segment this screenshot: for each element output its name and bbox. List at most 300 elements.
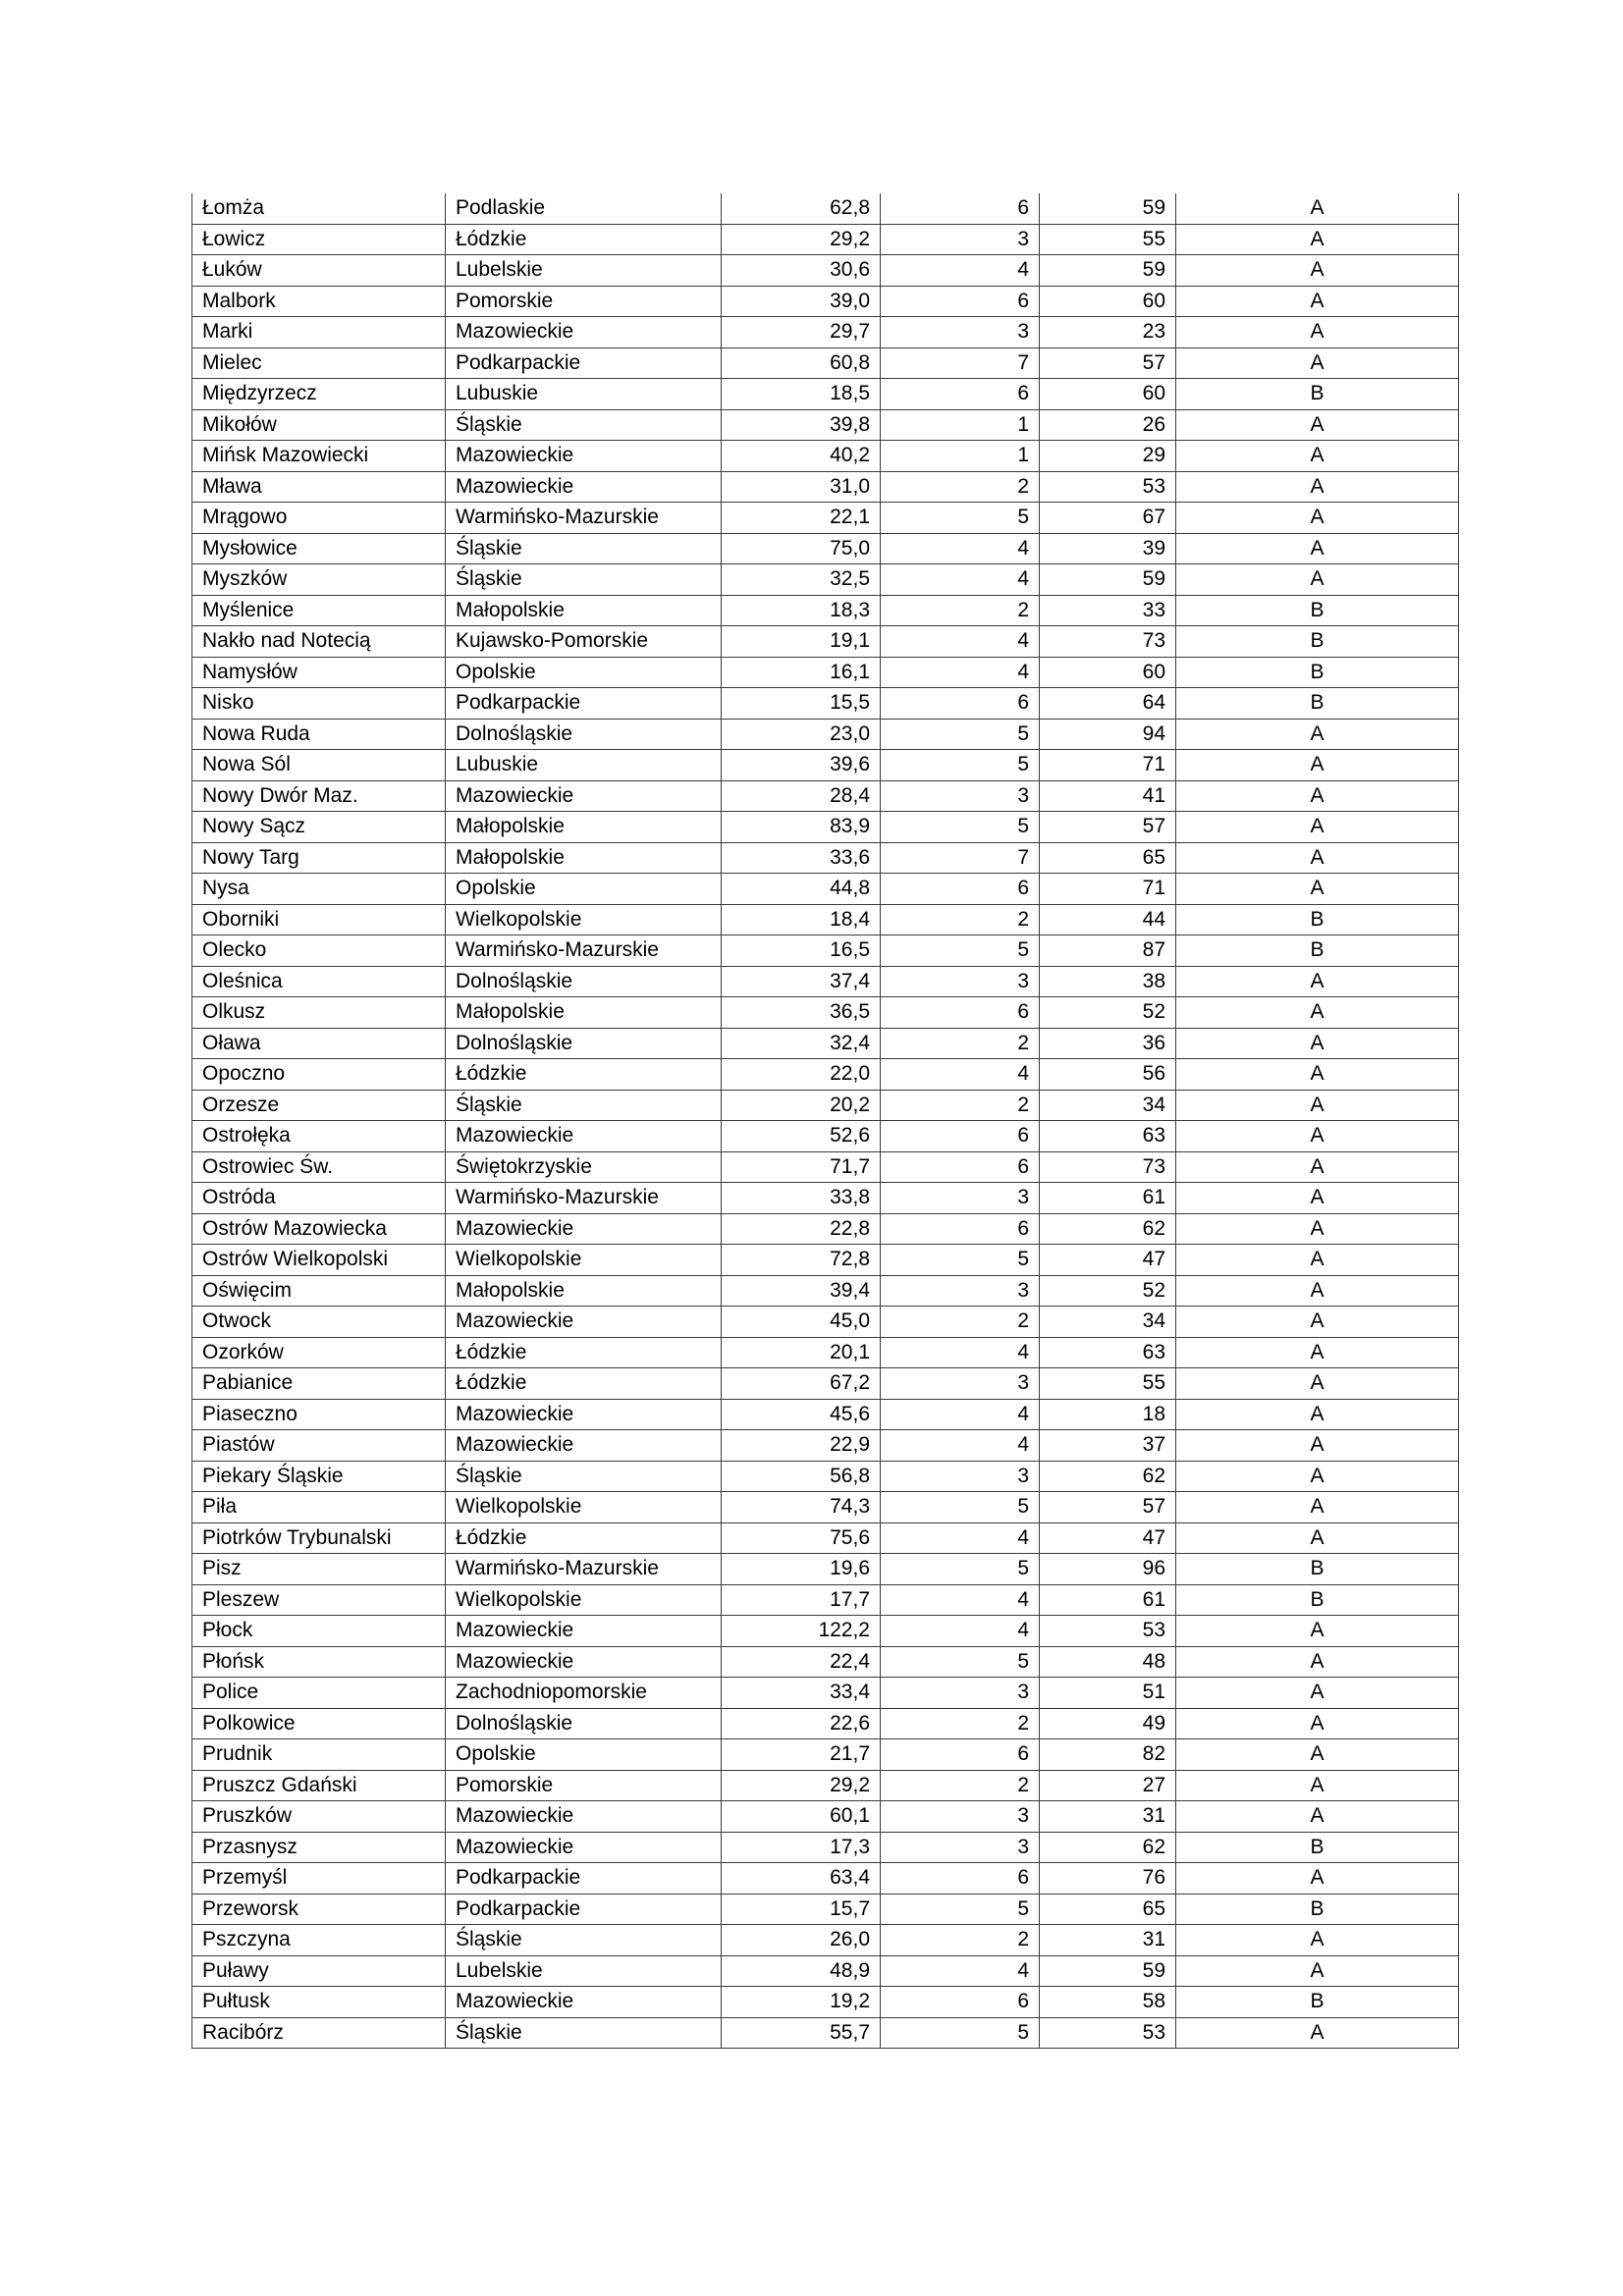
category-cell: A — [1176, 409, 1459, 441]
score-cell: 61 — [1040, 1183, 1176, 1214]
value-cell: 37,4 — [722, 966, 881, 997]
value-cell: 23,0 — [722, 719, 881, 750]
voivodeship-cell: Opolskie — [446, 657, 722, 688]
voivodeship-cell: Dolnośląskie — [446, 966, 722, 997]
category-cell: A — [1176, 719, 1459, 750]
city-cell: Olkusz — [192, 997, 446, 1029]
cities-table — [191, 193, 1459, 2049]
rank-cell: 2 — [881, 1090, 1040, 1121]
voivodeship-cell: Podkarpackie — [446, 1894, 722, 1925]
voivodeship-cell: Mazowieckie — [446, 1616, 722, 1647]
voivodeship-cell: Opolskie — [446, 874, 722, 905]
value-cell: 26,0 — [722, 1925, 881, 1956]
score-cell: 27 — [1040, 1770, 1176, 1801]
score-cell: 94 — [1040, 719, 1176, 750]
rank-cell: 5 — [881, 935, 1040, 967]
score-cell: 60 — [1040, 657, 1176, 688]
category-cell: A — [1176, 842, 1459, 874]
category-cell: A — [1176, 874, 1459, 905]
category-cell: B — [1176, 935, 1459, 967]
value-cell: 33,6 — [722, 842, 881, 874]
category-cell: A — [1176, 1770, 1459, 1801]
value-cell: 83,9 — [722, 812, 881, 843]
category-cell: A — [1176, 1739, 1459, 1771]
value-cell: 75,0 — [722, 533, 881, 564]
voivodeship-cell: Mazowieckie — [446, 1430, 722, 1462]
city-cell: Mysłowice — [192, 533, 446, 564]
rank-cell: 4 — [881, 1955, 1040, 1987]
value-cell: 22,8 — [722, 1213, 881, 1245]
category-cell: A — [1176, 286, 1459, 317]
table-row — [192, 1183, 1459, 1214]
city-cell: Oświęcim — [192, 1275, 446, 1307]
city-cell: Pabianice — [192, 1368, 446, 1400]
table-row — [192, 750, 1459, 781]
score-cell: 47 — [1040, 1522, 1176, 1554]
value-cell: 56,8 — [722, 1461, 881, 1492]
city-cell: Ozorków — [192, 1337, 446, 1368]
table-row — [192, 935, 1459, 967]
city-cell: Przeworsk — [192, 1894, 446, 1925]
score-cell: 96 — [1040, 1554, 1176, 1585]
rank-cell: 1 — [881, 409, 1040, 441]
city-cell: Przasnysz — [192, 1832, 446, 1863]
rank-cell: 4 — [881, 1430, 1040, 1462]
voivodeship-cell: Śląskie — [446, 1925, 722, 1956]
value-cell: 31,0 — [722, 471, 881, 503]
category-cell: A — [1176, 1028, 1459, 1059]
city-cell: Oleśnica — [192, 966, 446, 997]
table-row — [192, 409, 1459, 441]
category-cell: A — [1176, 1275, 1459, 1307]
category-cell: A — [1176, 255, 1459, 287]
city-cell: Malbork — [192, 286, 446, 317]
category-cell: A — [1176, 1955, 1459, 1987]
voivodeship-cell: Śląskie — [446, 1461, 722, 1492]
value-cell: 71,7 — [722, 1151, 881, 1183]
score-cell: 53 — [1040, 1616, 1176, 1647]
city-cell: Pułtusk — [192, 1987, 446, 2018]
score-cell: 57 — [1040, 1492, 1176, 1523]
value-cell: 21,7 — [722, 1739, 881, 1771]
category-cell: B — [1176, 626, 1459, 658]
city-cell: Myszków — [192, 564, 446, 596]
category-cell: A — [1176, 1090, 1459, 1121]
rank-cell: 6 — [881, 193, 1040, 224]
score-cell: 34 — [1040, 1090, 1176, 1121]
city-cell: Mikołów — [192, 409, 446, 441]
rank-cell: 3 — [881, 1461, 1040, 1492]
score-cell: 39 — [1040, 533, 1176, 564]
value-cell: 29,7 — [722, 317, 881, 348]
score-cell: 62 — [1040, 1832, 1176, 1863]
table-row — [192, 1307, 1459, 1338]
score-cell: 34 — [1040, 1307, 1176, 1338]
score-cell: 53 — [1040, 471, 1176, 503]
table-row — [192, 1894, 1459, 1925]
value-cell: 16,5 — [722, 935, 881, 967]
rank-cell: 5 — [881, 1492, 1040, 1523]
table-row — [192, 904, 1459, 935]
city-cell: Łowicz — [192, 224, 446, 255]
rank-cell: 6 — [881, 1151, 1040, 1183]
voivodeship-cell: Śląskie — [446, 564, 722, 596]
value-cell: 22,1 — [722, 503, 881, 534]
rank-cell: 7 — [881, 842, 1040, 874]
rank-cell: 4 — [881, 255, 1040, 287]
score-cell: 38 — [1040, 966, 1176, 997]
table-row — [192, 1522, 1459, 1554]
table-row — [192, 1863, 1459, 1895]
rank-cell: 6 — [881, 1213, 1040, 1245]
voivodeship-cell: Dolnośląskie — [446, 1028, 722, 1059]
value-cell: 60,1 — [722, 1801, 881, 1833]
rank-cell: 2 — [881, 1307, 1040, 1338]
voivodeship-cell: Pomorskie — [446, 286, 722, 317]
table-row — [192, 1028, 1459, 1059]
voivodeship-cell: Wielkopolskie — [446, 1245, 722, 1276]
category-cell: A — [1176, 812, 1459, 843]
score-cell: 65 — [1040, 842, 1176, 874]
city-cell: Nowa Ruda — [192, 719, 446, 750]
category-cell: A — [1176, 997, 1459, 1029]
city-cell: Police — [192, 1678, 446, 1709]
voivodeship-cell: Podlaskie — [446, 193, 722, 224]
table-row — [192, 1832, 1459, 1863]
score-cell: 52 — [1040, 997, 1176, 1029]
value-cell: 17,7 — [722, 1584, 881, 1616]
value-cell: 63,4 — [722, 1863, 881, 1895]
city-cell: Nysa — [192, 874, 446, 905]
score-cell: 71 — [1040, 750, 1176, 781]
category-cell: B — [1176, 657, 1459, 688]
rank-cell: 2 — [881, 904, 1040, 935]
rank-cell: 3 — [881, 1368, 1040, 1400]
voivodeship-cell: Zachodniopomorskie — [446, 1678, 722, 1709]
score-cell: 51 — [1040, 1678, 1176, 1709]
voivodeship-cell: Małopolskie — [446, 1275, 722, 1307]
voivodeship-cell: Małopolskie — [446, 595, 722, 626]
category-cell: A — [1176, 1616, 1459, 1647]
rank-cell: 5 — [881, 2017, 1040, 2049]
value-cell: 19,6 — [722, 1554, 881, 1585]
score-cell: 31 — [1040, 1925, 1176, 1956]
voivodeship-cell: Warmińsko-Mazurskie — [446, 503, 722, 534]
table-row — [192, 688, 1459, 720]
rank-cell: 2 — [881, 1028, 1040, 1059]
city-cell: Płock — [192, 1616, 446, 1647]
score-cell: 57 — [1040, 347, 1176, 379]
voivodeship-cell: Mazowieckie — [446, 317, 722, 348]
table-row — [192, 1121, 1459, 1152]
voivodeship-cell: Dolnośląskie — [446, 719, 722, 750]
score-cell: 52 — [1040, 1275, 1176, 1307]
table-row — [192, 1770, 1459, 1801]
value-cell: 22,6 — [722, 1708, 881, 1739]
table-row — [192, 626, 1459, 658]
value-cell: 44,8 — [722, 874, 881, 905]
rank-cell: 4 — [881, 626, 1040, 658]
rank-cell: 4 — [881, 657, 1040, 688]
table-row — [192, 1616, 1459, 1647]
score-cell: 31 — [1040, 1801, 1176, 1833]
category-cell: A — [1176, 1646, 1459, 1678]
category-cell: A — [1176, 1245, 1459, 1276]
city-cell: Płońsk — [192, 1646, 446, 1678]
voivodeship-cell: Mazowieckie — [446, 1832, 722, 1863]
value-cell: 28,4 — [722, 780, 881, 812]
category-cell: A — [1176, 533, 1459, 564]
value-cell: 60,8 — [722, 347, 881, 379]
value-cell: 72,8 — [722, 1245, 881, 1276]
city-cell: Oława — [192, 1028, 446, 1059]
score-cell: 18 — [1040, 1399, 1176, 1430]
city-cell: Pszczyna — [192, 1925, 446, 1956]
category-cell: A — [1176, 2017, 1459, 2049]
score-cell: 61 — [1040, 1584, 1176, 1616]
value-cell: 22,0 — [722, 1059, 881, 1091]
score-cell: 59 — [1040, 1955, 1176, 1987]
score-cell: 55 — [1040, 1368, 1176, 1400]
table-row — [192, 1368, 1459, 1400]
city-cell: Piekary Śląskie — [192, 1461, 446, 1492]
table-row — [192, 1213, 1459, 1245]
table-row — [192, 966, 1459, 997]
category-cell: A — [1176, 966, 1459, 997]
city-cell: Mrągowo — [192, 503, 446, 534]
score-cell: 59 — [1040, 193, 1176, 224]
table-row — [192, 1245, 1459, 1276]
table-row — [192, 1059, 1459, 1091]
table-row — [192, 812, 1459, 843]
score-cell: 64 — [1040, 688, 1176, 720]
rank-cell: 3 — [881, 1183, 1040, 1214]
voivodeship-cell: Warmińsko-Mazurskie — [446, 1554, 722, 1585]
score-cell: 58 — [1040, 1987, 1176, 2018]
value-cell: 45,0 — [722, 1307, 881, 1338]
table-row — [192, 1461, 1459, 1492]
table-row — [192, 1492, 1459, 1523]
table-row — [192, 1801, 1459, 1833]
value-cell: 29,2 — [722, 224, 881, 255]
voivodeship-cell: Mazowieckie — [446, 780, 722, 812]
rank-cell: 5 — [881, 1894, 1040, 1925]
category-cell: A — [1176, 1522, 1459, 1554]
category-cell: B — [1176, 1987, 1459, 2018]
table-row — [192, 1151, 1459, 1183]
rank-cell: 4 — [881, 564, 1040, 596]
category-cell: B — [1176, 1832, 1459, 1863]
category-cell: A — [1176, 224, 1459, 255]
city-cell: Nakło nad Notecią — [192, 626, 446, 658]
category-cell: A — [1176, 1863, 1459, 1895]
value-cell: 52,6 — [722, 1121, 881, 1152]
rank-cell: 2 — [881, 471, 1040, 503]
value-cell: 32,4 — [722, 1028, 881, 1059]
score-cell: 59 — [1040, 564, 1176, 596]
voivodeship-cell: Mazowieckie — [446, 1646, 722, 1678]
rank-cell: 6 — [881, 1987, 1040, 2018]
category-cell: A — [1176, 471, 1459, 503]
value-cell: 39,0 — [722, 286, 881, 317]
category-cell: A — [1176, 1368, 1459, 1400]
score-cell: 62 — [1040, 1213, 1176, 1245]
voivodeship-cell: Śląskie — [446, 533, 722, 564]
city-cell: Łomża — [192, 193, 446, 224]
category-cell: A — [1176, 564, 1459, 596]
table-row — [192, 595, 1459, 626]
category-cell: A — [1176, 441, 1459, 472]
table-row — [192, 564, 1459, 596]
rank-cell: 6 — [881, 874, 1040, 905]
score-cell: 33 — [1040, 595, 1176, 626]
rank-cell: 1 — [881, 441, 1040, 472]
value-cell: 29,2 — [722, 1770, 881, 1801]
table-row — [192, 1584, 1459, 1616]
score-cell: 48 — [1040, 1646, 1176, 1678]
voivodeship-cell: Łódzkie — [446, 224, 722, 255]
category-cell: A — [1176, 1801, 1459, 1833]
rank-cell: 3 — [881, 1832, 1040, 1863]
score-cell: 65 — [1040, 1894, 1176, 1925]
voivodeship-cell: Warmińsko-Mazurskie — [446, 935, 722, 967]
table-row — [192, 193, 1459, 224]
score-cell: 55 — [1040, 224, 1176, 255]
city-cell: Międzyrzecz — [192, 379, 446, 410]
category-cell: A — [1176, 1399, 1459, 1430]
value-cell: 67,2 — [722, 1368, 881, 1400]
table-row — [192, 719, 1459, 750]
category-cell: A — [1176, 1708, 1459, 1739]
voivodeship-cell: Mazowieckie — [446, 1213, 722, 1245]
table-row — [192, 1554, 1459, 1585]
score-cell: 41 — [1040, 780, 1176, 812]
value-cell: 17,3 — [722, 1832, 881, 1863]
rank-cell: 2 — [881, 1770, 1040, 1801]
category-cell: A — [1176, 1678, 1459, 1709]
score-cell: 57 — [1040, 812, 1176, 843]
voivodeship-cell: Podkarpackie — [446, 1863, 722, 1895]
category-cell: A — [1176, 780, 1459, 812]
table-row — [192, 347, 1459, 379]
rank-cell: 6 — [881, 286, 1040, 317]
city-cell: Piastów — [192, 1430, 446, 1462]
city-cell: Pleszew — [192, 1584, 446, 1616]
score-cell: 60 — [1040, 286, 1176, 317]
score-cell: 71 — [1040, 874, 1176, 905]
city-cell: Ostrów Mazowiecka — [192, 1213, 446, 1245]
category-cell: B — [1176, 1894, 1459, 1925]
value-cell: 75,6 — [722, 1522, 881, 1554]
table-row — [192, 1678, 1459, 1709]
voivodeship-cell: Małopolskie — [446, 842, 722, 874]
voivodeship-cell: Pomorskie — [446, 1770, 722, 1801]
category-cell: A — [1176, 347, 1459, 379]
rank-cell: 5 — [881, 1245, 1040, 1276]
voivodeship-cell: Łódzkie — [446, 1368, 722, 1400]
value-cell: 36,5 — [722, 997, 881, 1029]
city-cell: Olecko — [192, 935, 446, 967]
score-cell: 63 — [1040, 1121, 1176, 1152]
rank-cell: 5 — [881, 1646, 1040, 1678]
city-cell: Prudnik — [192, 1739, 446, 1771]
value-cell: 18,3 — [722, 595, 881, 626]
value-cell: 20,2 — [722, 1090, 881, 1121]
rank-cell: 5 — [881, 719, 1040, 750]
city-cell: Ostrów Wielkopolski — [192, 1245, 446, 1276]
category-cell: A — [1176, 1059, 1459, 1091]
table-row — [192, 657, 1459, 688]
table-row — [192, 471, 1459, 503]
value-cell: 19,2 — [722, 1987, 881, 2018]
city-cell: Piła — [192, 1492, 446, 1523]
city-cell: Oborniki — [192, 904, 446, 935]
value-cell: 122,2 — [722, 1616, 881, 1647]
category-cell: B — [1176, 595, 1459, 626]
table-row — [192, 503, 1459, 534]
score-cell: 73 — [1040, 1151, 1176, 1183]
value-cell: 40,2 — [722, 441, 881, 472]
score-cell: 47 — [1040, 1245, 1176, 1276]
rank-cell: 3 — [881, 1275, 1040, 1307]
category-cell: A — [1176, 1461, 1459, 1492]
city-cell: Mielec — [192, 347, 446, 379]
category-cell: A — [1176, 193, 1459, 224]
voivodeship-cell: Łódzkie — [446, 1059, 722, 1091]
rank-cell: 3 — [881, 224, 1040, 255]
voivodeship-cell: Mazowieckie — [446, 1399, 722, 1430]
voivodeship-cell: Wielkopolskie — [446, 1584, 722, 1616]
value-cell: 32,5 — [722, 564, 881, 596]
category-cell: A — [1176, 750, 1459, 781]
table-row — [192, 2017, 1459, 2049]
value-cell: 30,6 — [722, 255, 881, 287]
voivodeship-cell: Kujawsko-Pomorskie — [446, 626, 722, 658]
score-cell: 36 — [1040, 1028, 1176, 1059]
score-cell: 67 — [1040, 503, 1176, 534]
city-cell: Ostrołęka — [192, 1121, 446, 1152]
table-row — [192, 1399, 1459, 1430]
voivodeship-cell: Mazowieckie — [446, 1801, 722, 1833]
rank-cell: 4 — [881, 1522, 1040, 1554]
table-row — [192, 842, 1459, 874]
voivodeship-cell: Mazowieckie — [446, 441, 722, 472]
voivodeship-cell: Wielkopolskie — [446, 904, 722, 935]
city-cell: Nowy Sącz — [192, 812, 446, 843]
voivodeship-cell: Lubuskie — [446, 379, 722, 410]
table-row — [192, 1925, 1459, 1956]
city-cell: Piaseczno — [192, 1399, 446, 1430]
rank-cell: 3 — [881, 1678, 1040, 1709]
value-cell: 45,6 — [722, 1399, 881, 1430]
city-cell: Mława — [192, 471, 446, 503]
city-cell: Pruszcz Gdański — [192, 1770, 446, 1801]
voivodeship-cell: Mazowieckie — [446, 1307, 722, 1338]
city-cell: Polkowice — [192, 1708, 446, 1739]
voivodeship-cell: Łódzkie — [446, 1522, 722, 1554]
city-cell: Mińsk Mazowiecki — [192, 441, 446, 472]
category-cell: A — [1176, 1121, 1459, 1152]
value-cell: 18,4 — [722, 904, 881, 935]
table-row — [192, 997, 1459, 1029]
table-row — [192, 441, 1459, 472]
category-cell: A — [1176, 1492, 1459, 1523]
voivodeship-cell: Opolskie — [446, 1739, 722, 1771]
city-cell: Pisz — [192, 1554, 446, 1585]
category-cell: A — [1176, 1151, 1459, 1183]
rank-cell: 5 — [881, 503, 1040, 534]
table-row — [192, 1646, 1459, 1678]
